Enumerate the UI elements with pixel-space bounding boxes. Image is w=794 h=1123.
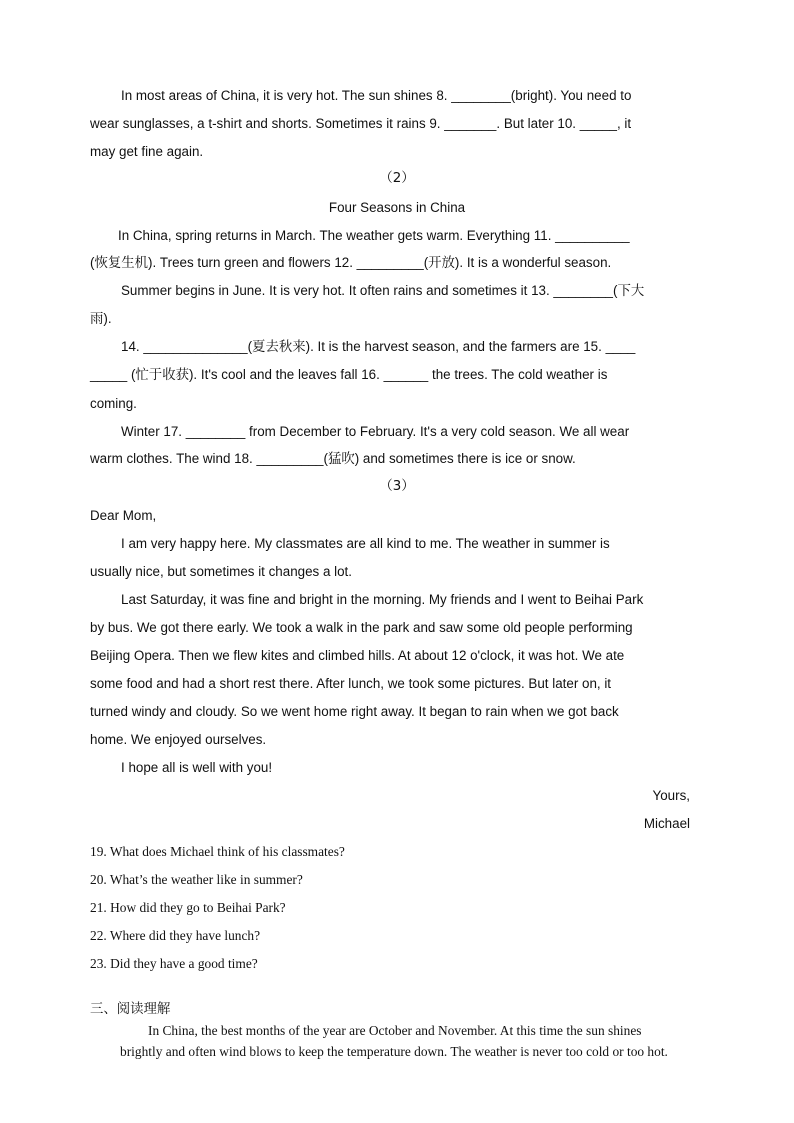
question-23: 23. Did they have a good time? bbox=[90, 956, 258, 971]
section2-line-6: _____ (忙于收获). It's cool and the leaves fall 16. ______ the trees. The cold weather is bbox=[90, 367, 608, 382]
reading-line-1: In China, the best months of the year are October and November. At this time the sun shines bbox=[148, 1023, 642, 1038]
letter-line-8: home. We enjoyed ourselves. bbox=[90, 732, 267, 747]
letter-closing: Yours, bbox=[652, 788, 690, 803]
letter-signature: Michael bbox=[643, 816, 690, 831]
section2-line-4: 雨). bbox=[90, 311, 112, 326]
section3-number: （3） bbox=[379, 479, 415, 494]
question-20: 20. What’s the weather like in summer? bbox=[90, 872, 303, 887]
question-21: 21. How did they go to Beihai Park? bbox=[90, 900, 286, 915]
section2-line-1: In China, spring returns in March. The weather gets warm. Everything 11. __________ bbox=[118, 228, 630, 243]
section2-title: Four Seasons in China bbox=[328, 200, 466, 215]
letter-line-2: usually nice, but sometimes it changes a lot. bbox=[90, 564, 352, 579]
letter-line-7: turned windy and cloudy. So we went home right away. It began to rain when we got back bbox=[90, 704, 619, 719]
section2-line-8: Winter 17. ________ from December to February. It's a very cold season. We all wear bbox=[121, 424, 630, 439]
letter-line-9: I hope all is well with you! bbox=[121, 760, 273, 775]
letter-line-1: I am very happy here. My classmates are all kind to me. The weather in summer is bbox=[121, 536, 610, 551]
letter-line-4: by bus. We got there early. We took a walk in the park and saw some old people performing bbox=[90, 620, 633, 635]
passage1-line-3: may get fine again. bbox=[90, 144, 204, 159]
section2-line-2: (恢复生机). Trees turn green and flowers 12. _________(开放). It is a wonderful season. bbox=[90, 255, 612, 270]
question-19: 19. What does Michael think of his classmates? bbox=[90, 844, 345, 859]
section-heading-reading: 三、阅读理解 bbox=[90, 1002, 171, 1017]
passage1-line-2: wear sunglasses, a t-shirt and shorts. Sometimes it rains 9. _______. But later 10. _____, it bbox=[90, 116, 632, 131]
letter-line-5: Beijing Opera. Then we flew kites and climbed hills. At about 12 o'clock, it was hot. We ate bbox=[90, 648, 625, 663]
reading-line-2: brightly and often wind blows to keep the temperature down. The weather is never too cold or too hot. bbox=[120, 1044, 668, 1059]
letter-line-6: some food and had a short rest there. After lunch, we took some pictures. But later on, it bbox=[90, 676, 612, 691]
section2-line-3: Summer begins in June. It is very hot. It often rains and sometimes it 13. ________(下大 bbox=[121, 283, 645, 298]
letter-greeting: Dear Mom, bbox=[90, 508, 157, 523]
section2-line-7: coming. bbox=[90, 396, 137, 411]
section2-number: （2） bbox=[379, 171, 415, 186]
question-22: 22. Where did they have lunch? bbox=[90, 928, 261, 943]
section2-line-5: 14. ______________(夏去秋来). It is the harvest season, and the farmers are 15. ____ bbox=[121, 339, 636, 354]
passage1-line-1: In most areas of China, it is very hot. The sun shines 8. ________(bright). You need to bbox=[121, 88, 632, 103]
section2-line-9: warm clothes. The wind 18. _________(猛吹) and sometimes there is ice or snow. bbox=[90, 451, 576, 466]
letter-line-3: Last Saturday, it was fine and bright in the morning. My friends and I went to Beihai Park bbox=[121, 592, 644, 607]
